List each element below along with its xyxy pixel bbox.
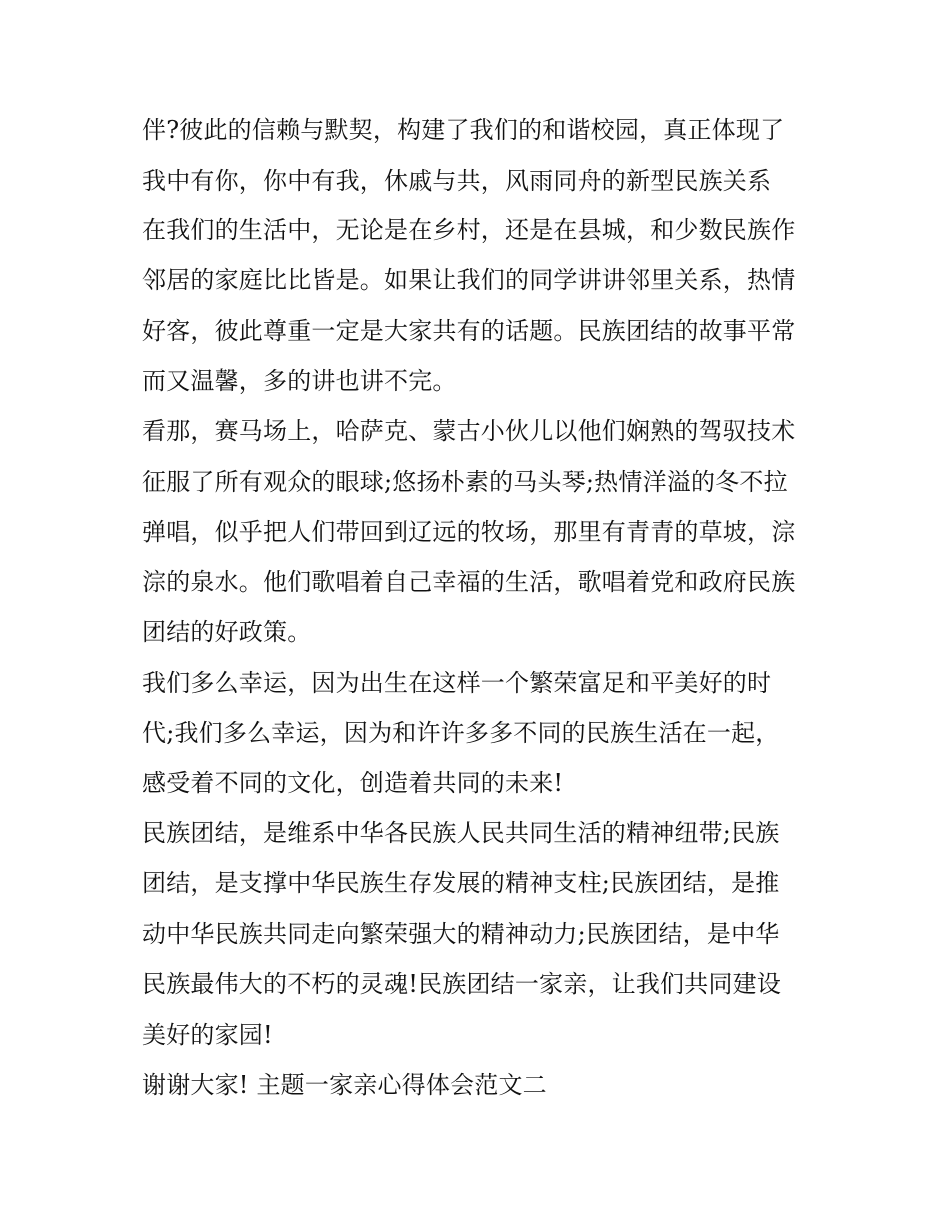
text-line: 看那，赛马场上，哈萨克、蒙古小伙儿以他们娴熟的驾驭技术 (142, 417, 796, 445)
text-line: 谢谢大家! 主题一家亲心得体会范文二 (142, 1071, 547, 1099)
text-line: 弹唱，似乎把人们带回到辽远的牧场，那里有青青的草坡，淙 (142, 518, 796, 546)
text-line: 我们多么幸运，因为出生在这样一个繁荣富足和平美好的时 (142, 669, 772, 697)
text-line: 而又温馨，多的讲也讲不完。 (142, 367, 457, 395)
text-line: 动中华民族共同走向繁荣强大的精神动力;民族团结，是中华 (142, 920, 780, 948)
text-line: 团结，是支撑中华民族生存发展的精神支柱;民族团结，是推 (142, 869, 780, 897)
text-line: 民族最伟大的不朽的灵魂!民族团结一家亲，让我们共同建设 (142, 970, 782, 998)
text-line: 美好的家园! (142, 1021, 273, 1049)
text-line: 民族团结，是维系中华各民族人民共同生活的精神纽带;民族 (142, 819, 780, 847)
text-line: 淙的泉水。他们歌唱着自己幸福的生活，歌唱着党和政府民族 (142, 568, 796, 596)
text-line: 邻居的家庭比比皆是。如果让我们的同学讲讲邻里关系，热情 (142, 266, 796, 294)
text-line: 我中有你，你中有我，休戚与共，风雨同舟的新型民族关系 (142, 167, 772, 195)
text-line: 好客，彼此尊重一定是大家共有的话题。民族团结的故事平常 (142, 317, 796, 345)
text-line: 团结的好政策。 (142, 618, 312, 646)
text-line: 在我们的生活中，无论是在乡村，还是在县城，和少数民族作 (142, 216, 796, 244)
text-line: 征服了所有观众的眼球;悠扬朴素的马头琴;热情洋溢的冬不拉 (142, 468, 788, 496)
text-line: 感受着不同的文化，创造着共同的未来! (142, 769, 564, 797)
text-line: 伴?彼此的信赖与默契，构建了我们的和谐校园，真正体现了 (142, 116, 785, 144)
text-line: 代;我们多么幸运，因为和许许多多不同的民族生活在一起， (142, 719, 780, 747)
